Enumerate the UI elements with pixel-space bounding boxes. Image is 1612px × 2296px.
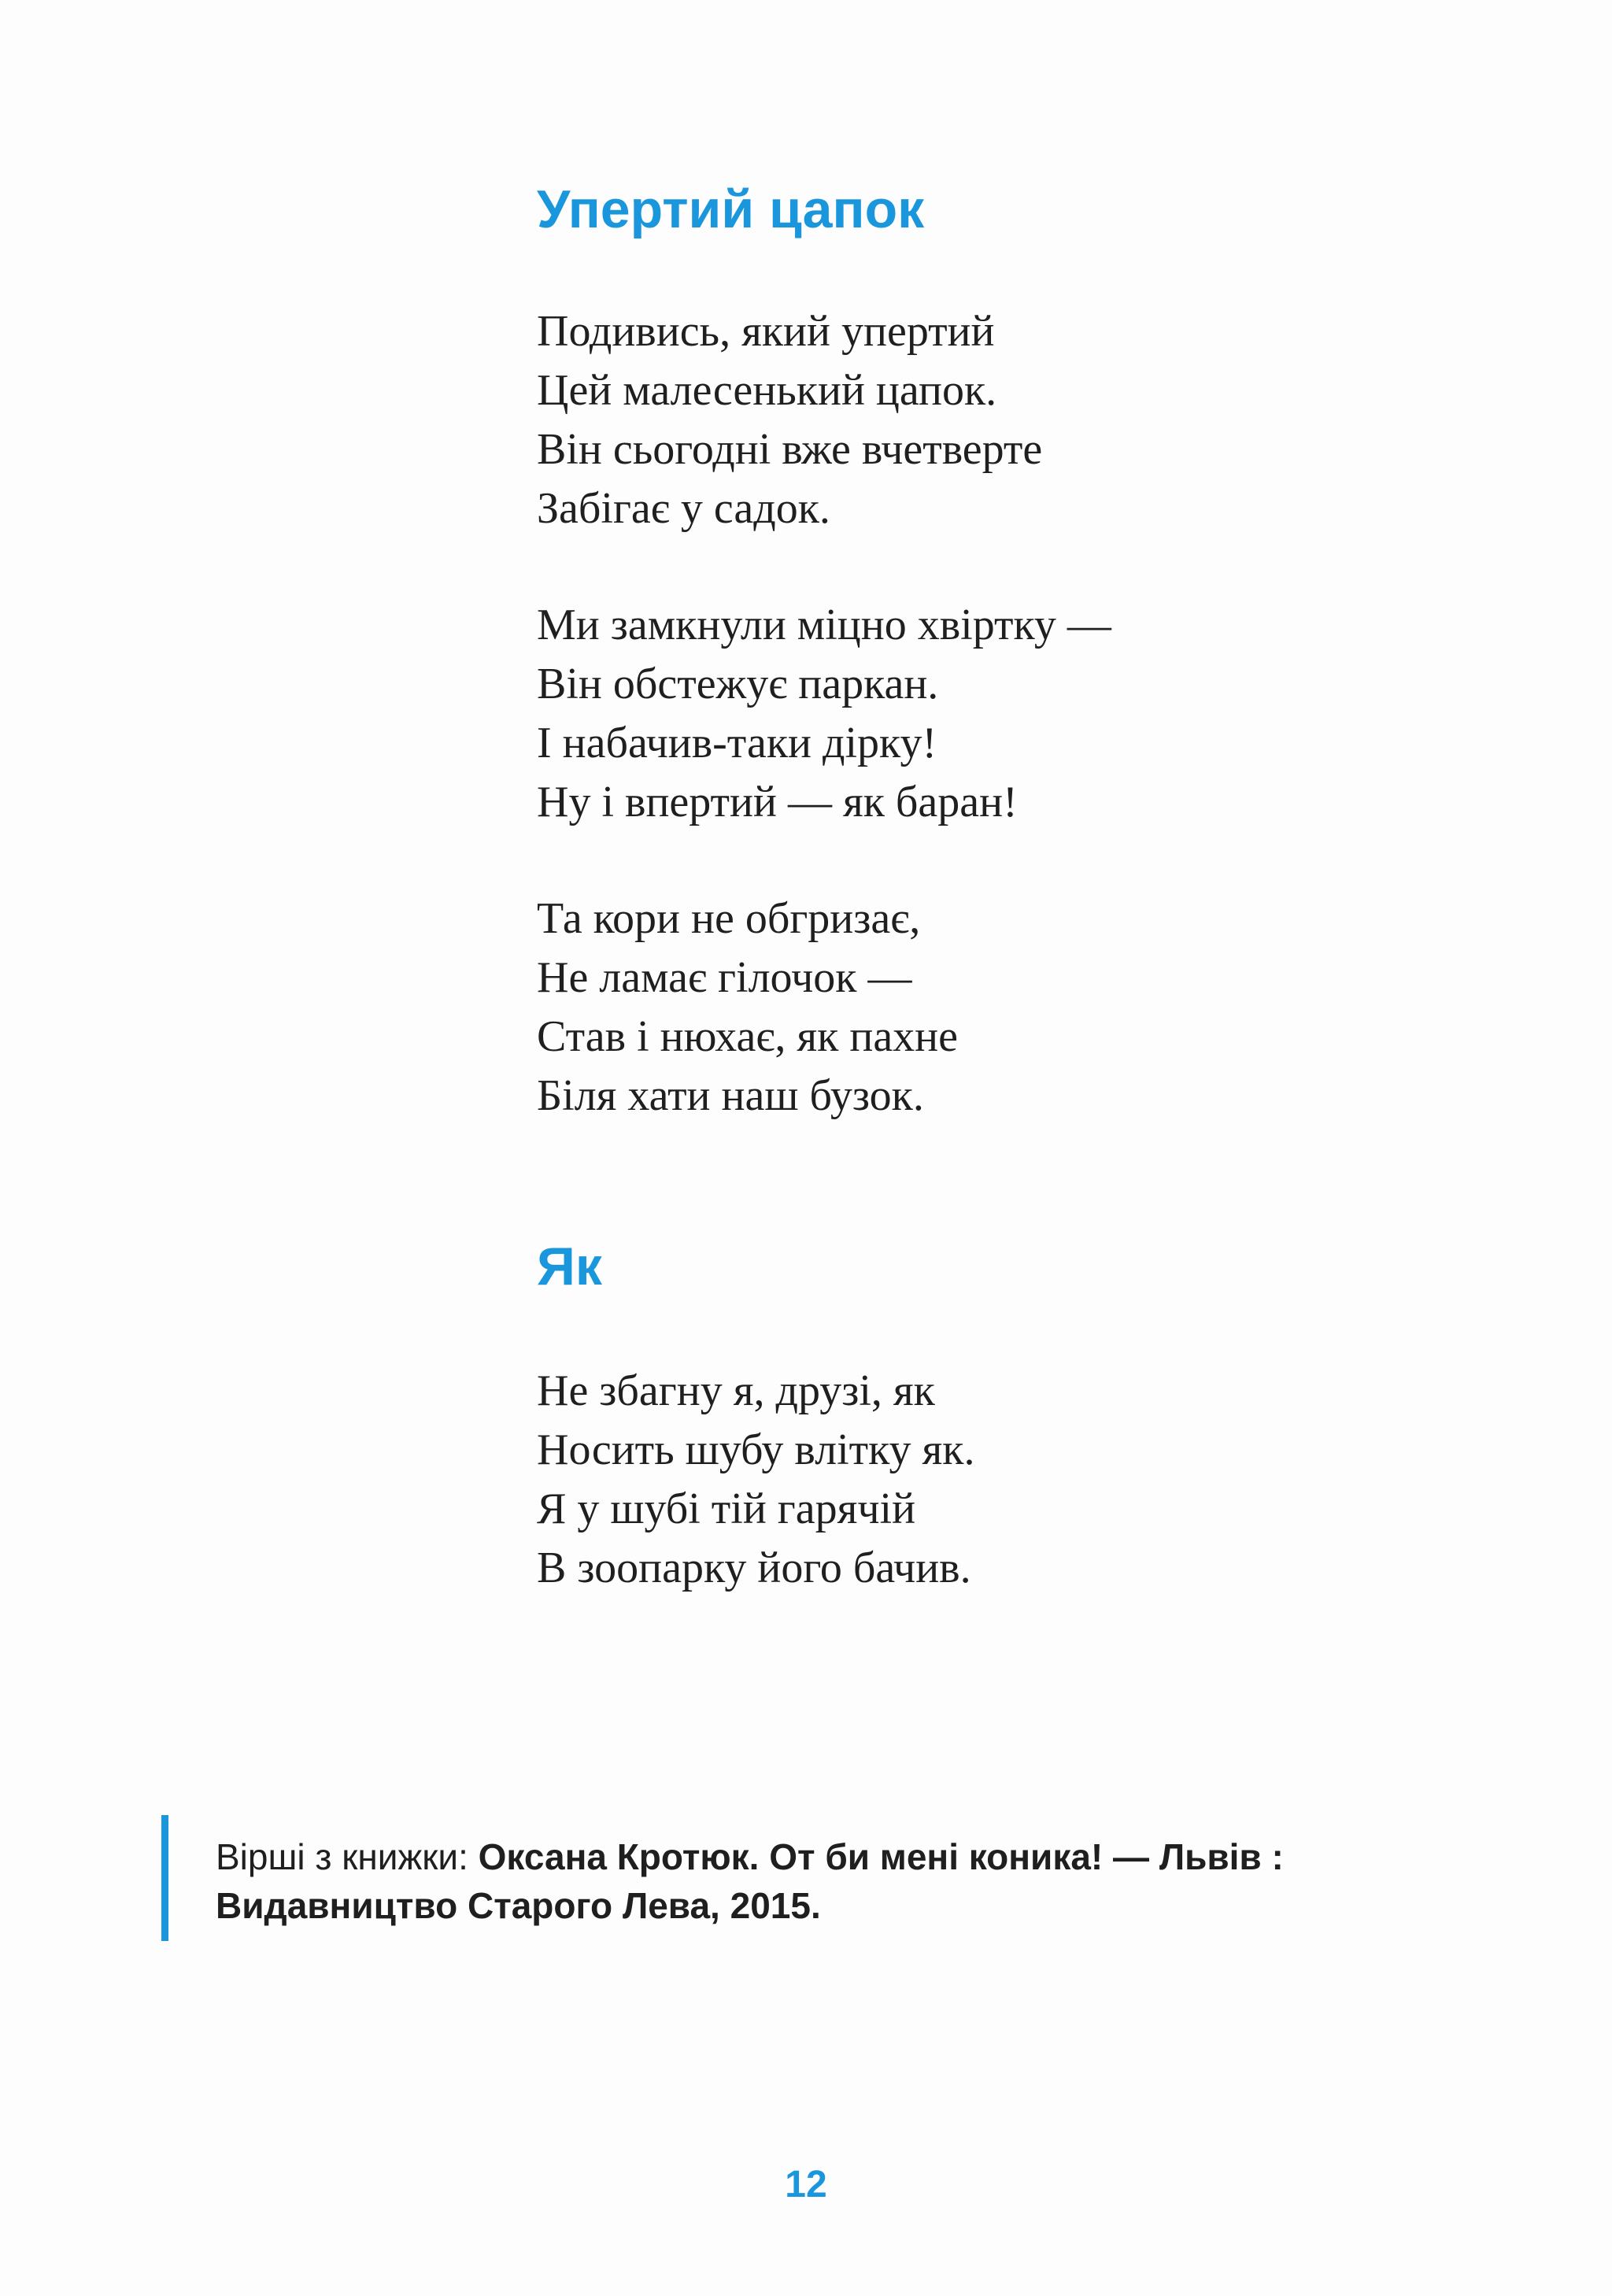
poem-line: Я у шубі тій гарячій: [537, 1484, 916, 1533]
poem-line: Носить шубу влітку як.: [537, 1425, 975, 1474]
poem-line: Ну і впертий — як баран!: [537, 778, 1018, 826]
poem-line: Став і нюхає, як пахне: [537, 1012, 959, 1061]
poem-line: Подивись, який упертий: [537, 307, 995, 356]
poem-line: Та кори не обгризає,: [537, 894, 921, 943]
poem-line: Він сьогодні вже вчетверте: [537, 425, 1043, 474]
poem-line: Не ламає гілочок —: [537, 953, 912, 1002]
source-note: [216, 1832, 1444, 1930]
poem-line: Біля хати наш бузок.: [537, 1071, 924, 1120]
poem-stanza: [537, 889, 958, 1126]
poem-title: Упертий цапок: [537, 179, 925, 239]
poem-line: Цей малесенький цапок.: [537, 366, 997, 415]
poem-stanza: [537, 302, 1042, 538]
source-prefix: Вірші з книжки:: [216, 1836, 479, 1877]
poem-stanza: [537, 1362, 974, 1598]
poem-line: Ми замкнули міцно хвіртку —: [537, 601, 1111, 649]
source-accent-bar: [161, 1815, 168, 1941]
source-citation: Оксана Кротюк. От би мені коника! — Львів : Видавництво Старого Лева, 2015.: [216, 1836, 1284, 1926]
poem-line: І набачив-таки дірку!: [537, 719, 937, 767]
poem-line: Забігає у садок.: [537, 484, 830, 533]
poem-title: Як: [537, 1237, 602, 1296]
poem-line: Він обстежує паркан.: [537, 660, 939, 708]
poem-stanza: [537, 596, 1111, 832]
page-number: 12: [785, 2164, 827, 2205]
poem-line: В зоопарку його бачив.: [537, 1544, 971, 1592]
poem-line: Не збагну я, друзі, як: [537, 1366, 935, 1415]
